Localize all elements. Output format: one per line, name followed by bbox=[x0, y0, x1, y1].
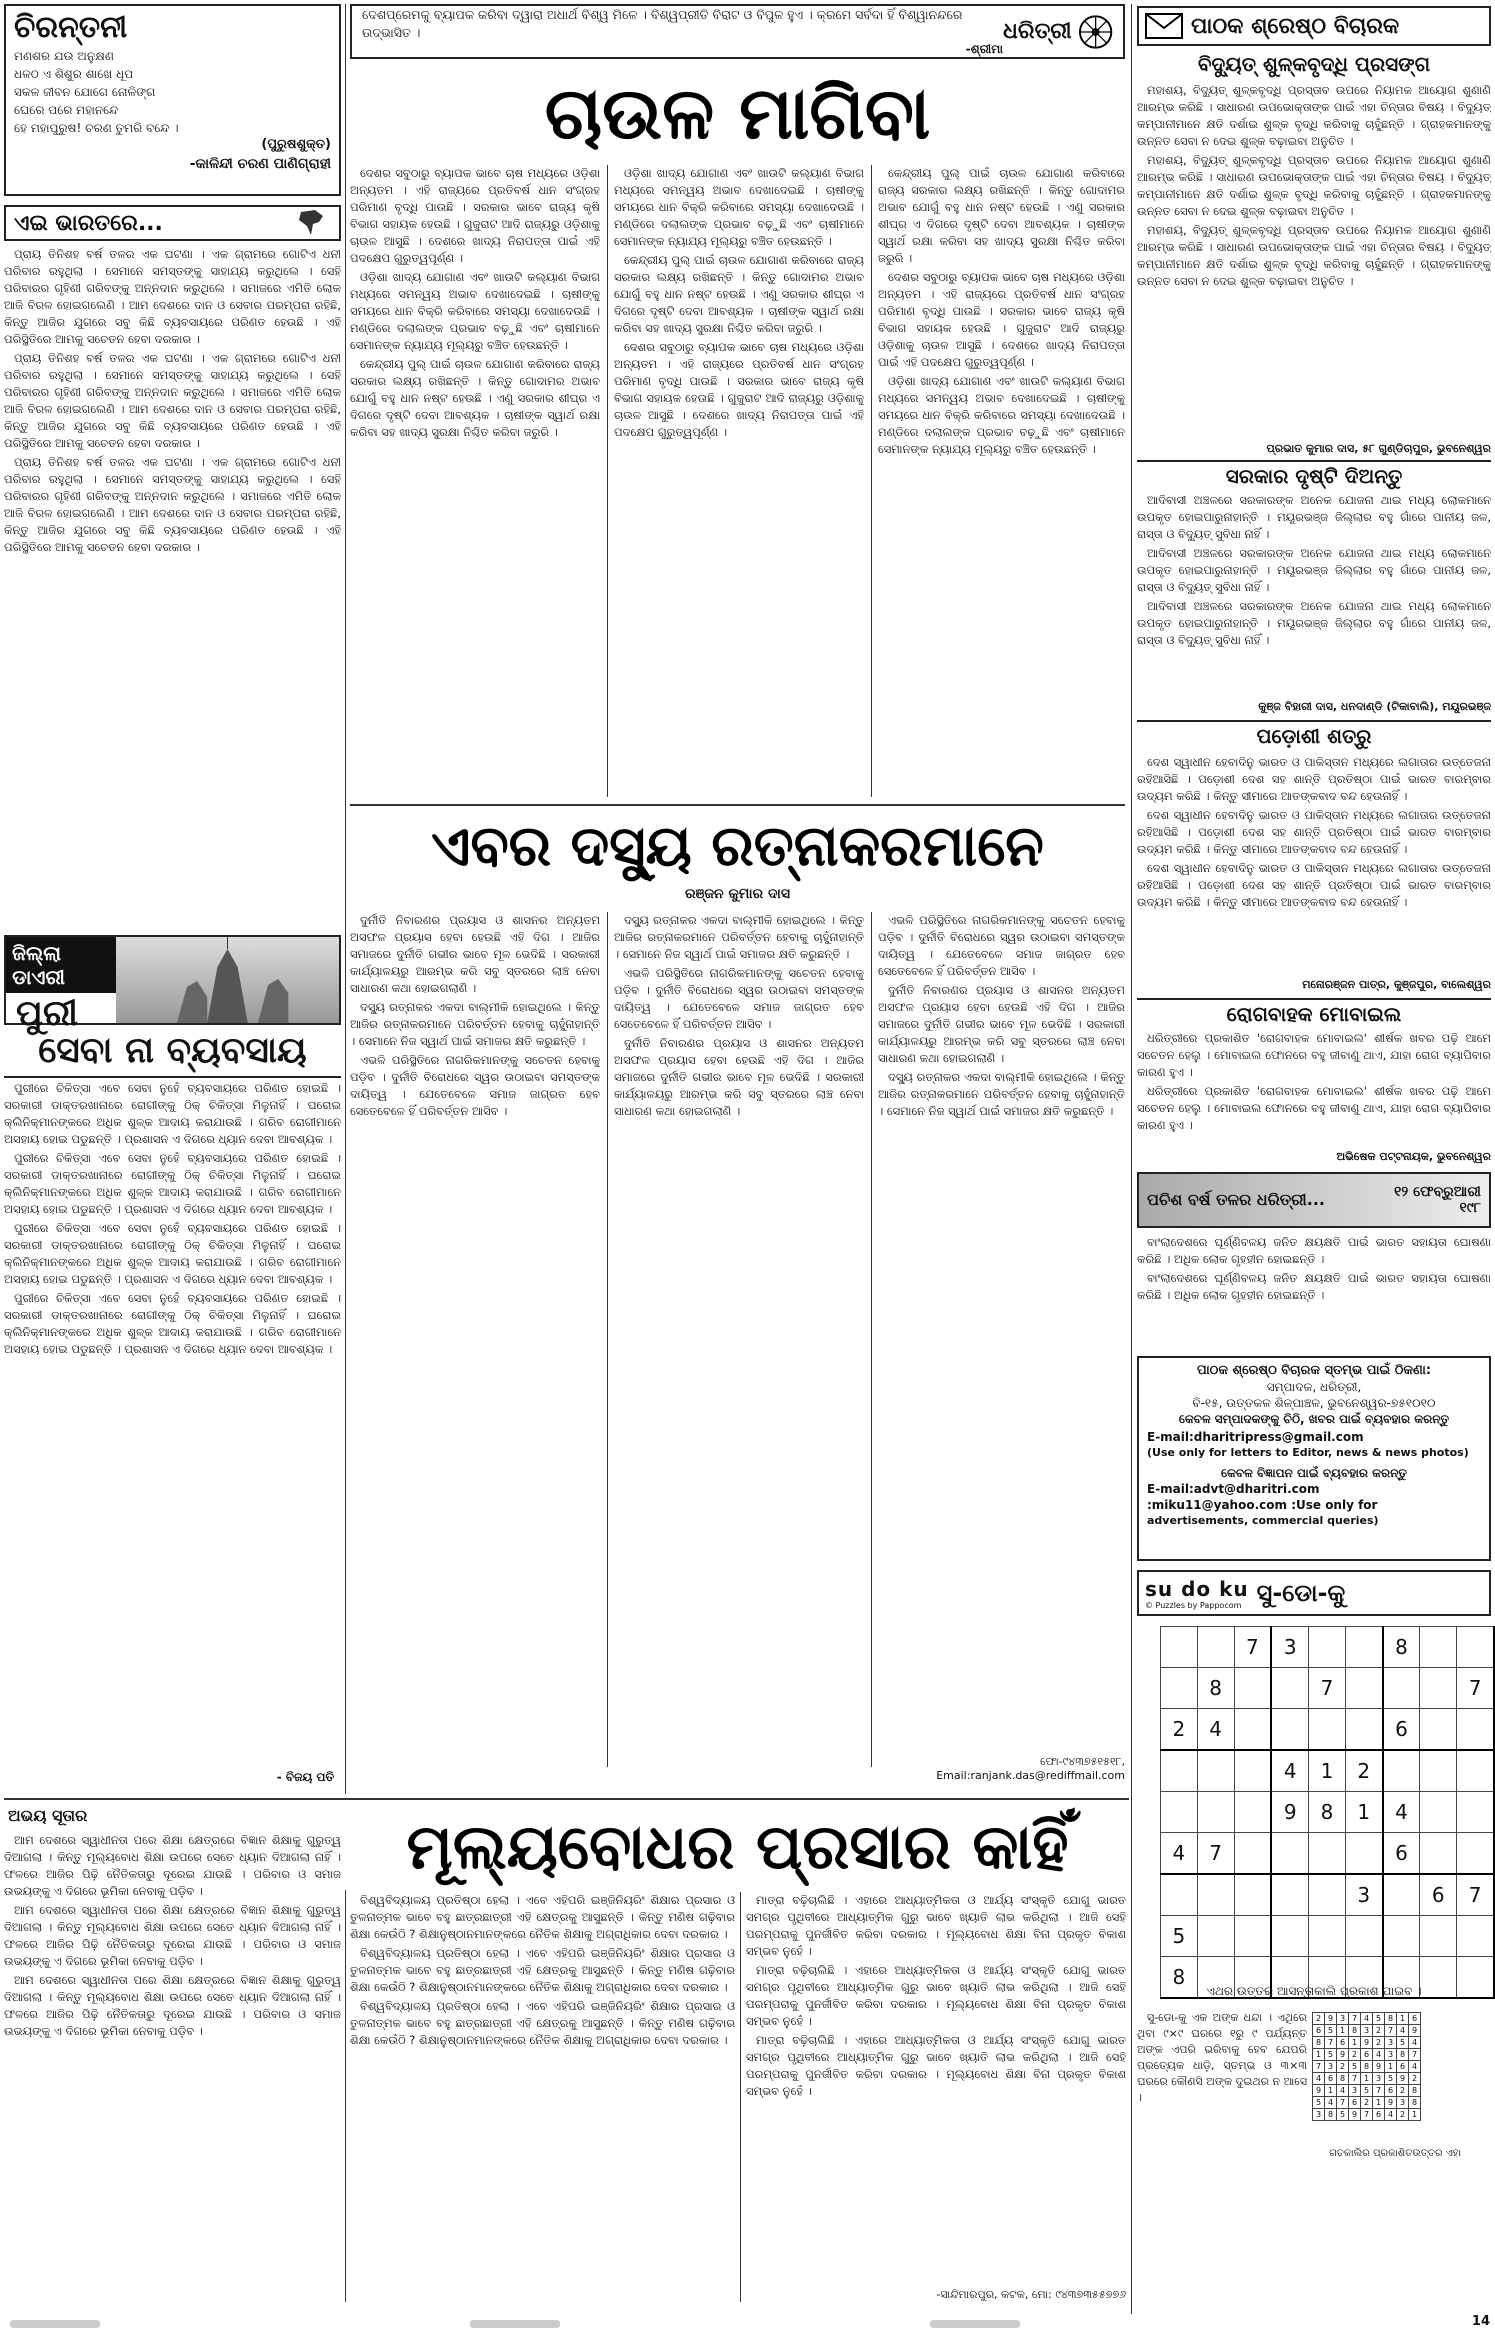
solution-cell: 5 bbox=[1325, 2049, 1337, 2061]
solution-cell: 5 bbox=[1385, 2073, 1397, 2085]
solution-cell: 7 bbox=[1373, 2085, 1385, 2097]
sudoku-cell bbox=[1234, 1792, 1271, 1833]
archive-body: ବାଂଲାଦେଶରେ ଘୂର୍ଣ୍ଣିବଳୟ ଜନିତ କ୍ଷୟକ୍ଷତି ପାଇଁ ଭାରତ ସହାୟତା ଘୋଷଣା କରିଛି । ଅଧିକ ଲୋକ ଗୃହହୀନ ହୋଇଛନ୍ତି । ବାଂଲାଦେଶରେ ଘୂର୍ଣ୍ଣିବଳୟ ଜନିତ କ୍ଷୟକ୍ଷତି ପାଇଁ ଭାରତ ସହାୟତା ଘୋଷଣା କରିଛି । ଅଧିକ ଲୋକ ଗୃହହୀନ ହୋଇଛନ୍ତି । bbox=[1137, 1235, 1491, 1302]
solution-cell: 6 bbox=[1397, 2061, 1409, 2073]
sudoku-cell bbox=[1383, 1916, 1420, 1957]
district-diary-banner bbox=[4, 935, 341, 1034]
solution-cell: 5 bbox=[1397, 2037, 1409, 2049]
poem-line: ହେ ମହାପୁରୁଷ! ଚରଣ ତୁମରି ବନ୍ଦେ । bbox=[14, 121, 179, 135]
section-divider bbox=[350, 804, 1125, 806]
solution-cell: 4 bbox=[1361, 2013, 1373, 2025]
sudoku-cell: 9 bbox=[1271, 1792, 1308, 1833]
solution-cell: 5 bbox=[1313, 2097, 1325, 2109]
solution-cell: 7 bbox=[1337, 2097, 1349, 2109]
solution-cell: 6 bbox=[1313, 2025, 1325, 2037]
sudoku-cell bbox=[1197, 1750, 1234, 1792]
solution-cell: 6 bbox=[1349, 2097, 1361, 2109]
chirantani-title: ଚିରନ୍ତନୀ bbox=[14, 10, 128, 45]
sudoku-cell bbox=[1420, 1627, 1457, 1668]
sudoku-cell bbox=[1271, 1916, 1308, 1957]
solution-cell: 2 bbox=[1373, 2025, 1385, 2037]
solution-cell: 9 bbox=[1409, 2025, 1421, 2037]
second-headline: ଏବର ଦସ୍ୟୁ ରତ୍ନାକରମାନେ bbox=[431, 814, 1044, 879]
letter4-title: ରୋଗବାହକ ମୋବାଇଲ bbox=[1137, 998, 1491, 1026]
sudoku-row bbox=[1161, 1792, 1495, 1833]
sudoku-cell bbox=[1197, 1916, 1234, 1957]
sudoku-cell bbox=[1420, 1668, 1457, 1709]
previous-solution bbox=[1312, 2012, 1421, 2121]
third-col-2: ବିଶ୍ୱବିଦ୍ୟାଳୟ ପ୍ରତିଷ୍ଠା ହେଲା । ଏବେ ଏହିପରି ଇଞ୍ଜିନିୟରିଂ ଶିକ୍ଷାର ପ୍ରସାର ଓ ତୁଳନାତ୍ମକ ଭାବେ ବହୁ ଛାତ୍ରଛାତ୍ରୀ ଏହି କ୍ଷେତ୍ରକୁ ଆସୁଛନ୍ତି । କିନ୍ତୁ ମଣିଷ ଗଢ଼ିବାର ଶିକ୍ଷା କେଉଁଠି ? ଶିକ୍ଷାନୁଷ୍ଠାନମାନଙ୍କରେ ନୈତିକ ଶିକ୍ଷାକୁ ଅଗ୍ରାଧିକାର ଦେବା ଦରକାର । ବିଶ୍ୱବିଦ୍ୟାଳୟ ପ୍ରତିଷ୍ଠା ହେଲା । ଏବେ ଏହିପରି ଇଞ୍ଜିନିୟରିଂ ଶିକ୍ଷାର ପ୍ରସାର ଓ ତୁଳନାତ୍ମକ ଭାବେ ବହୁ ଛାତ୍ରଛାତ୍ରୀ ଏହି କ୍ଷେତ୍ରକୁ ଆସୁଛନ୍ତି । କିନ୍ତୁ ମଣିଷ ଗଢ଼ିବାର ଶିକ୍ଷା କେଉଁଠି ? ଶିକ୍ଷାନୁଷ୍ଠାନମାନଙ୍କରେ ନୈତିକ ଶିକ୍ଷାକୁ ଅଗ୍ରାଧିକାର ଦେବା ଦରକାର । ବିଶ୍ୱବିଦ୍ୟାଳୟ ପ୍ରତିଷ୍ଠା ହେଲା । ଏବେ ଏହିପରି ଇଞ୍ଜିନିୟରିଂ ଶିକ୍ଷାର ପ୍ରସାର ଓ ତୁଳନାତ୍ମକ ଭାବେ ବହୁ ଛାତ୍ରଛାତ୍ରୀ ଏହି କ୍ଷେତ୍ରକୁ ଆସୁଛନ୍ତି । କିନ୍ତୁ ମଣିଷ ଗଢ଼ିବାର ଶିକ୍ଷା କେଉଁଠି ? ଶିକ୍ଷାନୁଷ୍ଠାନମାନଙ୍କରେ ନୈତିକ ଶିକ୍ଷାକୁ ଅଗ୍ରାଧିକାର ଦେବା ଦରକାର । bbox=[350, 1893, 735, 2047]
sudoku-cell: 7 bbox=[1309, 1668, 1346, 1709]
sudoku-row bbox=[1161, 1668, 1495, 1709]
solution-cell: 6 bbox=[1337, 2037, 1349, 2049]
solution-cell: 8 bbox=[1385, 2013, 1397, 2025]
contact-box bbox=[1137, 1356, 1491, 1561]
solution-cell: 1 bbox=[1325, 2085, 1337, 2097]
sudoku-cell bbox=[1457, 1627, 1494, 1668]
solution-cell: 6 bbox=[1373, 2109, 1385, 2121]
editorial-col-2 bbox=[614, 165, 864, 797]
solution-cell: 7 bbox=[1325, 2037, 1337, 2049]
solution-cell: 9 bbox=[1385, 2097, 1397, 2109]
sudoku-cell bbox=[1161, 1627, 1198, 1668]
column-divider bbox=[1131, 4, 1132, 2314]
sudoku-cell bbox=[1420, 1709, 1457, 1751]
editor-email[interactable]: E-mail:dharitripress@gmail.com bbox=[1147, 1430, 1364, 1444]
sudoku-cell: 4 bbox=[1197, 1709, 1234, 1751]
sudoku-cell bbox=[1457, 1709, 1494, 1751]
solution-cell: 8 bbox=[1409, 2085, 1421, 2097]
poem-line: ଘେରେ ପରେ ମହାନନ୍ଦେ bbox=[14, 103, 119, 117]
sudoku-cell bbox=[1345, 1709, 1382, 1751]
sudoku-cell: 1 bbox=[1345, 1792, 1382, 1833]
sudoku-cell bbox=[1420, 1750, 1457, 1792]
solution-cell: 2 bbox=[1409, 2073, 1421, 2085]
sudoku-footer: ଏଥର ଉତ୍ତର ଆସନ୍ତାକାଲି ପ୍ରକାଶ ପାଇବ । bbox=[1206, 1984, 1422, 1998]
previous-solution-label: ଗତକାଲିର ପ୍ରକାଶିତଉତ୍ତର ଏହା bbox=[1329, 2148, 1461, 2159]
column-divider bbox=[740, 1892, 741, 2302]
sudoku-cell bbox=[1345, 1833, 1382, 1875]
sudoku-row bbox=[1313, 2109, 1421, 2121]
editorial-headline: ଚାଉଳ ମାଗିବା bbox=[544, 71, 931, 155]
sudoku-cell: 2 bbox=[1161, 1709, 1198, 1751]
column-divider bbox=[607, 912, 608, 1767]
sudoku-cell bbox=[1197, 1792, 1234, 1833]
sudoku-cell: 7 bbox=[1457, 1668, 1494, 1709]
poem-line: ସକଳ ଜୀବନ ଯୋଗେ ନୋଳିଙ୍ଗ bbox=[14, 85, 156, 99]
solution-cell: 8 bbox=[1337, 2073, 1349, 2085]
dharitri-logo: ଧରିତ୍ରୀ bbox=[1003, 14, 1113, 50]
solution-cell: 1 bbox=[1349, 2037, 1361, 2049]
sudoku-cell bbox=[1161, 1668, 1198, 1709]
sudoku-row bbox=[1313, 2049, 1421, 2061]
seva-story-author: - ବିଜୟ ପତି bbox=[276, 1770, 334, 1784]
contact-line: କେବଳ ସମ୍ପାଦକଙ୍କୁ ଚିଠି, ଖବର ପାଇଁ ବ୍ୟବହାର କରନ୍ତୁ bbox=[1178, 1412, 1450, 1426]
sudoku-row bbox=[1313, 2025, 1421, 2037]
second-col-1: ଦୁର୍ନୀତି ନିବାରଣର ପ୍ରୟାସ ଓ ଶାସନର ଅନ୍ୟତମ ଅସଫଳ ପ୍ରୟାସ ହେବା ହେଉଛି ଏହି ଦିଗ । ଆଜିର ସମାଜରେ ଦୁର୍ନୀତି ଗଭୀର ଭାବେ ମୂଳ ଭେଦିଛି । ସରକାରୀ କାର୍ଯ୍ୟାଳୟରୁ ଆରମ୍ଭ କରି ସବୁ ସ୍ତରରେ ଲାଞ୍ଚ ନେବା ସାଧାରଣ କଥା ହୋଇଗଲାଣି । ଦସ୍ୟୁ ରତ୍ନାକର ଏକଦା ବାଲ୍ମୀକି ହୋଇଥିଲେ । କିନ୍ତୁ ଆଜିର ରତ୍ନାକରମାନେ ପରିବର୍ତ୍ତନ ହେବାକୁ ଚାହୁଁନାହାନ୍ତି । ସେମାନେ ନିଜ ସ୍ୱାର୍ଥ ପାଇଁ ସମାଜର କ୍ଷତି କରୁଛନ୍ତି । ଏଭଳି ପରିସ୍ଥିତିରେ ନାଗରିକମାନଙ୍କୁ ସଚେତନ ହେବାକୁ ପଡ଼ିବ । ଦୁର୍ନୀତି ବିରୋଧରେ ସ୍ୱର ଉଠାଇବା ସମସ୍ତଙ୍କ ଦାୟିତ୍ୱ । ଯେତେବେଳେ ସମାଜ ଜାଗ୍ରତ ହେବ ସେତେବେଳେ ହିଁ ପରିବର୍ତ୍ତନ ଆସିବ । bbox=[350, 913, 600, 1118]
solution-cell: 7 bbox=[1409, 2049, 1421, 2061]
sudoku-cell: 6 bbox=[1420, 1874, 1457, 1916]
solution-cell: 5 bbox=[1337, 2109, 1349, 2121]
sudoku-grid bbox=[1160, 1626, 1495, 1999]
solution-cell: 8 bbox=[1349, 2025, 1361, 2037]
sudoku-cell: 3 bbox=[1271, 1627, 1308, 1668]
sudoku-cell bbox=[1271, 1709, 1308, 1751]
envelope-icon bbox=[1145, 13, 1183, 39]
solution-cell: 9 bbox=[1337, 2049, 1349, 2061]
column-divider bbox=[871, 912, 872, 1767]
letter1-sign: ପ୍ରଭାତ କୁମାର ଦାସ, ୫୮ ଗୁଣ୍ଡିଚାପୁର, ଭୁବନେଶ୍ୱର bbox=[1266, 442, 1491, 455]
sudoku-cell bbox=[1345, 1668, 1382, 1709]
solution-cell: 9 bbox=[1349, 2109, 1361, 2121]
solution-cell: 1 bbox=[1397, 2013, 1409, 2025]
column-divider bbox=[345, 1890, 346, 2302]
solution-cell: 6 bbox=[1409, 2013, 1421, 2025]
seva-story-head: ସେବା ନା ବ୍ୟବସାୟ bbox=[4, 1030, 341, 1078]
solution-cell: 5 bbox=[1325, 2025, 1337, 2037]
sudoku-cell bbox=[1457, 1750, 1494, 1792]
poem-author: -କାଳିନ୍ଦୀ ଚରଣ ପାଣିଗ୍ରାହୀ bbox=[189, 156, 331, 172]
sudoku-table bbox=[1160, 1626, 1495, 1999]
solution-cell: 4 bbox=[1397, 2025, 1409, 2037]
solution-cell: 3 bbox=[1361, 2025, 1373, 2037]
sudoku-cell bbox=[1309, 1874, 1346, 1916]
sudoku-cell: 6 bbox=[1383, 1833, 1420, 1875]
sudoku-row bbox=[1313, 2061, 1421, 2073]
contact-line: ବି-୧୫, ଉତ୍ତକଳ ଶିଳ୍ପାଞ୍ଚଳ, ଭୁବନେଶ୍ୱର-୭୫୧୦୧୦ bbox=[1192, 1396, 1436, 1410]
letter3-sign: ମନୋରଞ୍ଜନ ପାତ୍ର, କୁଞ୍ଜପୁର, ବାଲେଶ୍ୱର bbox=[1302, 978, 1491, 991]
sudoku-title-or: ସୁ-ଡୋ-କୁ bbox=[1256, 1579, 1346, 1607]
temple-image bbox=[116, 937, 339, 1023]
solution-cell: 9 bbox=[1397, 2073, 1409, 2085]
solution-cell: 7 bbox=[1349, 2013, 1361, 2025]
solution-cell: 5 bbox=[1361, 2085, 1373, 2097]
sudoku-cell bbox=[1234, 1874, 1271, 1916]
solution-cell: 3 bbox=[1337, 2013, 1349, 2025]
sudoku-cell bbox=[1161, 1792, 1198, 1833]
solution-cell: 7 bbox=[1385, 2025, 1397, 2037]
ad-email-note: advertisements, commercial queries) bbox=[1147, 1514, 1379, 1527]
editorial-paragraph: କେନ୍ଦ୍ରୀୟ ପୁଲ୍ ପାଇଁ ଚାଉଳ ଯୋଗାଣ କରିବାରେ ରାଜ୍ୟ ସରକାର ଲକ୍ଷ୍ୟ ରଖିଛନ୍ତି । କିନ୍ତୁ ଗୋଦାମର ଅଭାବ ଯୋଗୁଁ ବହୁ ଧାନ ନଷ୍ଟ ହେଉଛି । ଏଣୁ ସରକାର ଶୀଘ୍ର ଏ ଦିଗରେ ଦୃଷ୍ଟି ଦେବା ଆବଶ୍ୟକ । ଚାଷୀଙ୍କ ସ୍ୱାର୍ଥ ରକ୍ଷା କରିବା ସହ ଖାଦ୍ୟ ସୁରକ୍ଷା ନିଶ୍ଚିତ କରିବା ଜରୁରି । bbox=[614, 253, 864, 335]
scroll-tab[interactable] bbox=[10, 2320, 100, 2328]
sudoku-cell bbox=[1345, 1916, 1382, 1957]
solution-cell: 4 bbox=[1385, 2109, 1397, 2121]
sudoku-cell bbox=[1234, 1750, 1271, 1792]
ad-email-alt[interactable]: :miku11@yahoo.com :Use only for bbox=[1147, 1498, 1378, 1512]
solution-cell: 8 bbox=[1325, 2109, 1337, 2121]
archive-label: ପଚିଶ ବର୍ଷ ତଳର ଧରିତ୍ରୀ... bbox=[1147, 1190, 1325, 1209]
sudoku-row bbox=[1161, 1627, 1495, 1668]
sudoku-cell: 5 bbox=[1161, 1916, 1198, 1957]
editorial-paragraph: କେନ୍ଦ୍ରୀୟ ପୁଲ୍ ପାଇଁ ଚାଉଳ ଯୋଗାଣ କରିବାରେ ରାଜ୍ୟ ସରକାର ଲକ୍ଷ୍ୟ ରଖିଛନ୍ତି । କିନ୍ତୁ ଗୋଦାମର ଅଭାବ ଯୋଗୁଁ ବହୁ ଧାନ ନଷ୍ଟ ହେଉଛି । ଏଣୁ ସରକାର ଶୀଘ୍ର ଏ ଦିଗରେ ଦୃଷ୍ଟି ଦେବା ଆବଶ୍ୟକ । ଚାଷୀଙ୍କ ସ୍ୱାର୍ଥ ରକ୍ଷା କରିବା ସହ ଖାଦ୍ୟ ସୁରକ୍ଷା ନିଶ୍ଚିତ କରିବା ଜରୁରି । bbox=[878, 166, 1125, 265]
solution-cell: 3 bbox=[1373, 2073, 1385, 2085]
sudoku-cell: 7 bbox=[1234, 1627, 1271, 1668]
ei-bharatare-header: ଏଇ ଭାରତରେ... bbox=[4, 205, 341, 241]
solution-cell: 6 bbox=[1361, 2049, 1373, 2061]
letter1-body: ମହାଶୟ, ବିଦ୍ୟୁତ୍ ଶୁଳ୍କବୃଦ୍ଧି ପ୍ରସ୍ତାବ ଉପରେ ନିୟାମକ ଆୟୋଗ ଶୁଣାଣି ଆରମ୍ଭ କରିଛି । ସାଧାରଣ ଉପଭୋକ୍ତାଙ୍କ ପାଇଁ ଏହା ଚିନ୍ତାର ବିଷୟ । ବିଦ୍ୟୁତ୍ କମ୍ପାନୀମାନେ କ୍ଷତି ଦର୍ଶାଇ ଶୁଳ୍କ ବୃଦ୍ଧି କରିବାକୁ ଚାହୁଁଛନ୍ତି । ଗ୍ରାହକମାନଙ୍କୁ ଉନ୍ନତ ସେବା ନ ଦେଇ ଶୁଳ୍କ ବଢ଼ାଇବା ଅନୁଚିତ । ମହାଶୟ, ବିଦ୍ୟୁତ୍ ଶୁଳ୍କବୃଦ୍ଧି ପ୍ରସ୍ତାବ ଉପରେ ନିୟାମକ ଆୟୋଗ ଶୁଣାଣି ଆରମ୍ଭ କରିଛି । ସାଧାରଣ ଉପଭୋକ୍ତାଙ୍କ ପାଇଁ ଏହା ଚିନ୍ତାର ବିଷୟ । ବିଦ୍ୟୁତ୍ କମ୍ପାନୀମାନେ କ୍ଷତି ଦର୍ଶାଇ ଶୁଳ୍କ ବୃଦ୍ଧି କରିବାକୁ ଚାହୁଁଛନ୍ତି । ଗ୍ରାହକମାନଙ୍କୁ ଉନ୍ନତ ସେବା ନ ଦେଇ ଶୁଳ୍କ ବଢ଼ାଇବା ଅନୁଚିତ । ମହାଶୟ, ବିଦ୍ୟୁତ୍ ଶୁଳ୍କବୃଦ୍ଧି ପ୍ରସ୍ତାବ ଉପରେ ନିୟାମକ ଆୟୋଗ ଶୁଣାଣି ଆରମ୍ଭ କରିଛି । ସାଧାରଣ ଉପଭୋକ୍ତାଙ୍କ ପାଇଁ ଏହା ଚିନ୍ତାର ବିଷୟ । ବିଦ୍ୟୁତ୍ କମ୍ପାନୀମାନେ କ୍ଷତି ଦର୍ଶାଇ ଶୁଳ୍କ ବୃଦ୍ଧି କରିବାକୁ ଚାହୁଁଛନ୍ତି । ଗ୍ରାହକମାନଙ୍କୁ ଉନ୍ନତ ସେବା ନ ଦେଇ ଶୁଳ୍କ ବଢ଼ାଇବା ଅନୁଚିତ । bbox=[1137, 83, 1491, 288]
sudoku-cell: 8 bbox=[1309, 1792, 1346, 1833]
solution-cell: 6 bbox=[1325, 2073, 1337, 2085]
letter3-title: ପଡ଼ୋଶୀ ଶତ୍ରୁ bbox=[1137, 720, 1491, 748]
sudoku-cell bbox=[1309, 1833, 1346, 1875]
sudoku-row bbox=[1161, 1709, 1495, 1751]
sudoku-help: ସୁ-ଡୋ-କୁ ଏକ ଅଙ୍କ ଧନ୍ଦା । ଏଥିରେ ଥିବା ୯×୯ ଘରରେ ୧ରୁ ୯ ପର୍ଯ୍ୟନ୍ତ ଅଙ୍କ ଏପରି ଭରିବାକୁ ହେବ ଯେପରି ପ୍ରତ୍ୟେକ ଧାଡ଼ି, ସ୍ତମ୍ଭ ଓ ୩×୩ ଘରରେ କୌଣସି ଅଙ୍କ ଦୁଇଥର ନ ଆସେ । bbox=[1137, 2011, 1307, 2104]
solution-cell: 1 bbox=[1313, 2049, 1325, 2061]
sudoku-cell bbox=[1457, 1833, 1494, 1875]
solution-cell: 1 bbox=[1385, 2061, 1397, 2073]
poem-block bbox=[14, 47, 331, 137]
solution-cell: 2 bbox=[1397, 2109, 1409, 2121]
solution-cell: 2 bbox=[1373, 2037, 1385, 2049]
editorial-col-3 bbox=[878, 165, 1125, 797]
sudoku-cell: 7 bbox=[1197, 1833, 1234, 1875]
sudoku-cell: 1 bbox=[1309, 1750, 1346, 1792]
sudoku-cell: 3 bbox=[1345, 1874, 1382, 1916]
solution-cell: 9 bbox=[1313, 2085, 1325, 2097]
third-col-3: ମାତ୍ରା ବଢ଼ିଚାଲିଛି । ଏହାରେ ଆଧ୍ୟାତ୍ମିକତା ଓ ଆର୍ଯ୍ୟ ସଂସ୍କୃତି ଯୋଗୁ ଭାରତ ସମଗ୍ର ପୃଥିବୀରେ ଆଧ୍ୟାତ୍ମିକ ଗୁରୁ ଭାବେ ଖ୍ୟାତି ଲାଭ କରିଥିଲା । ଆଜି ସେହି ପରମ୍ପରାକୁ ପୁନର୍ଜୀବିତ କରିବା ଦରକାର । ମୂଲ୍ୟବୋଧ ଶିକ୍ଷା ବିନା ପ୍ରକୃତ ବିକାଶ ସମ୍ଭବ ନୁହେଁ । ମାତ୍ରା ବଢ଼ିଚାଲିଛି । ଏହାରେ ଆଧ୍ୟାତ୍ମିକତା ଓ ଆର୍ଯ୍ୟ ସଂସ୍କୃତି ଯୋଗୁ ଭାରତ ସମଗ୍ର ପୃଥିବୀରେ ଆଧ୍ୟାତ୍ମିକ ଗୁରୁ ଭାବେ ଖ୍ୟାତି ଲାଭ କରିଥିଲା । ଆଜି ସେହି ପରମ୍ପରାକୁ ପୁନର୍ଜୀବିତ କରିବା ଦରକାର । ମୂଲ୍ୟବୋଧ ଶିକ୍ଷା ବିନା ପ୍ରକୃତ ବିକାଶ ସମ୍ଭବ ନୁହେଁ । ମାତ୍ରା ବଢ଼ିଚାଲିଛି । ଏହାରେ ଆଧ୍ୟାତ୍ମିକତା ଓ ଆର୍ଯ୍ୟ ସଂସ୍କୃତି ଯୋଗୁ ଭାରତ ସମଗ୍ର ପୃଥିବୀରେ ଆଧ୍ୟାତ୍ମିକ ଗୁରୁ ଭାବେ ଖ୍ୟାତି ଲାଭ କରିଥିଲା । ଆଜି ସେହି ପରମ୍ପରାକୁ ପୁନର୍ଜୀବିତ କରିବା ଦରକାର । ମୂଲ୍ୟବୋଧ ଶିକ୍ଷା ବିନା ପ୍ରକୃତ ବିକାଶ ସମ୍ଭବ ନୁହେଁ । bbox=[746, 1893, 1126, 2098]
solution-cell: 2 bbox=[1337, 2061, 1349, 2073]
sudoku-cell: 2 bbox=[1345, 1750, 1382, 1792]
solution-cell: 1 bbox=[1361, 2073, 1373, 2085]
editorial-paragraph: ଦେଶର ସବୁଠାରୁ ବ୍ୟାପକ ଭାବେ ଚାଷ ମଧ୍ୟରେ ଓଡ଼ିଶା ଅନ୍ୟତମ । ଏହି ରାଜ୍ୟରେ ପ୍ରତିବର୍ଷ ଧାନ ସଂଗ୍ରହ ପରିମାଣ ବୃଦ୍ଧି ପାଉଛି । ସରକାର ଭାବେ ରାଜ୍ୟ କୃଷି ବିଭାଗ ସହାୟକ ହେଉଛି । ଗୁଜୁରାଟ ଆଦି ରାଜ୍ୟରୁ ଓଡ଼ିଶାକୁ ଚାଉଳ ଆସୁଛି । ଦେଶରେ ଖାଦ୍ୟ ନିରାପତ୍ତା ପାଇଁ ଏହି ପଦକ୍ଷେପ ଗୁରୁତ୍ୱପୂର୍ଣ୍ଣ । bbox=[614, 340, 864, 439]
ad-email[interactable]: E-mail:advt@dharitri.com bbox=[1147, 1482, 1320, 1496]
third-col-1: ଆମ ଦେଶରେ ସ୍ୱାଧୀନତା ପରେ ଶିକ୍ଷା କ୍ଷେତ୍ରରେ ବିଜ୍ଞାନ ଶିକ୍ଷାକୁ ଗୁରୁତ୍ୱ ଦିଆଗଲା । କିନ୍ତୁ ମୂଲ୍ୟବୋଧ ଶିକ୍ଷା ଉପରେ ସେତେ ଧ୍ୟାନ ଦିଆଗଲା ନାହିଁ । ଫଳରେ ଆଜିର ପିଢ଼ି ନୈତିକତାରୁ ଦୂରେଇ ଯାଉଛି । ପରିବାର ଓ ସମାଜ ଉଭୟଙ୍କୁ ଏ ଦିଗରେ ଭୂମିକା ନେବାକୁ ପଡ଼ିବ । ଆମ ଦେଶରେ ସ୍ୱାଧୀନତା ପରେ ଶିକ୍ଷା କ୍ଷେତ୍ରରେ ବିଜ୍ଞାନ ଶିକ୍ଷାକୁ ଗୁରୁତ୍ୱ ଦିଆଗଲା । କିନ୍ତୁ ମୂଲ୍ୟବୋଧ ଶିକ୍ଷା ଉପରେ ସେତେ ଧ୍ୟାନ ଦିଆଗଲା ନାହିଁ । ଫଳରେ ଆଜିର ପିଢ଼ି ନୈତିକତାରୁ ଦୂରେଇ ଯାଉଛି । ପରିବାର ଓ ସମାଜ ଉଭୟଙ୍କୁ ଏ ଦିଗରେ ଭୂମିକା ନେବାକୁ ପଡ଼ିବ । ଆମ ଦେଶରେ ସ୍ୱାଧୀନତା ପରେ ଶିକ୍ଷା କ୍ଷେତ୍ରରେ ବିଜ୍ଞାନ ଶିକ୍ଷାକୁ ଗୁରୁତ୍ୱ ଦିଆଗଲା । କିନ୍ତୁ ମୂଲ୍ୟବୋଧ ଶିକ୍ଷା ଉପରେ ସେତେ ଧ୍ୟାନ ଦିଆଗଲା ନାହିଁ । ଫଳରେ ଆଜିର ପିଢ଼ି ନୈତିକତାରୁ ଦୂରେଇ ଯାଉଛି । ପରିବାର ଓ ସମାଜ ଉଭୟଙ୍କୁ ଏ ଦିଗରେ ଭୂମିକା ନେବାକୁ ପଡ଼ିବ । bbox=[4, 1833, 341, 2038]
solution-cell: 7 bbox=[1313, 2061, 1325, 2073]
sudoku-cell bbox=[1271, 1833, 1308, 1875]
editorial-col-1 bbox=[350, 165, 600, 797]
sudoku-cell bbox=[1345, 1627, 1382, 1668]
sudoku-cell bbox=[1309, 1916, 1346, 1957]
page-number: 14 bbox=[1471, 2314, 1490, 2329]
solution-cell: 4 bbox=[1337, 2085, 1349, 2097]
letter2-title: ସରକାର ଦୃଷ୍ଟି ଦିଅନ୍ତୁ bbox=[1137, 460, 1491, 488]
letter2-body: ଆଦିବାସୀ ଅଞ୍ଚଳରେ ସରକାରଙ୍କ ଅନେକ ଯୋଜନା ଥାଇ ମଧ୍ୟ ଲୋକମାନେ ଉପକୃତ ହୋଇପାରୁନାହାନ୍ତି । ମୟୂରଭଞ୍ଜ ଜିଲ୍ଲାର ବହୁ ଗାଁରେ ପାନୀୟ ଜଳ, ରାସ୍ତା ଓ ବିଦ୍ୟୁତ୍ ସୁବିଧା ନାହିଁ । ଆଦିବାସୀ ଅଞ୍ଚଳରେ ସରକାରଙ୍କ ଅନେକ ଯୋଜନା ଥାଇ ମଧ୍ୟ ଲୋକମାନେ ଉପକୃତ ହୋଇପାରୁନାହାନ୍ତି । ମୟୂରଭଞ୍ଜ ଜିଲ୍ଲାର ବହୁ ଗାଁରେ ପାନୀୟ ଜଳ, ରାସ୍ତା ଓ ବିଦ୍ୟୁତ୍ ସୁବିଧା ନାହିଁ । ଆଦିବାସୀ ଅଞ୍ଚଳରେ ସରକାରଙ୍କ ଅନେକ ଯୋଜନା ଥାଇ ମଧ୍ୟ ଲୋକମାନେ ଉପକୃତ ହୋଇପାରୁନାହାନ୍ତି । ମୟୂରଭଞ୍ଜ ଜିଲ୍ଲାର ବହୁ ଗାଁରେ ପାନୀୟ ଜଳ, ରାସ୍ତା ଓ ବିଦ୍ୟୁତ୍ ସୁବିଧା ନାହିଁ । bbox=[1137, 493, 1491, 647]
archive-date: ୧୨ ଫେବ୍ରୁଆରୀ bbox=[1394, 1184, 1481, 1200]
sudoku-cell bbox=[1420, 1792, 1457, 1833]
second-col-3: ଏଭଳି ପରିସ୍ଥିତିରେ ନାଗରିକମାନଙ୍କୁ ସଚେତନ ହେବାକୁ ପଡ଼ିବ । ଦୁର୍ନୀତି ବିରୋଧରେ ସ୍ୱର ଉଠାଇବା ସମସ୍ତଙ୍କ ଦାୟିତ୍ୱ । ଯେତେବେଳେ ସମାଜ ଜାଗ୍ରତ ହେବ ସେତେବେଳେ ହିଁ ପରିବର୍ତ୍ତନ ଆସିବ । ଦୁର୍ନୀତି ନିବାରଣର ପ୍ରୟାସ ଓ ଶାସନର ଅନ୍ୟତମ ଅସଫଳ ପ୍ରୟାସ ହେବା ହେଉଛି ଏହି ଦିଗ । ଆଜିର ସମାଜରେ ଦୁର୍ନୀତି ଗଭୀର ଭାବେ ମୂଳ ଭେଦିଛି । ସରକାରୀ କାର୍ଯ୍ୟାଳୟରୁ ଆରମ୍ଭ କରି ସବୁ ସ୍ତରରେ ଲାଞ୍ଚ ନେବା ସାଧାରଣ କଥା ହୋଇଗଲାଣି । ଦସ୍ୟୁ ରତ୍ନାକର ଏକଦା ବାଲ୍ମୀକି ହୋଇଥିଲେ । କିନ୍ତୁ ଆଜିର ରତ୍ନାକରମାନେ ପରିବର୍ତ୍ତନ ହେବାକୁ ଚାହୁଁନାହାନ୍ତି । ସେମାନେ ନିଜ ସ୍ୱାର୍ଥ ପାଇଁ ସମାଜର କ୍ଷତି କରୁଛନ୍ତି । bbox=[878, 913, 1125, 1118]
abhaya-sutar-label: ଅଭୟ ସୂତାର bbox=[8, 1806, 88, 1825]
solution-cell: 4 bbox=[1313, 2073, 1325, 2085]
sudoku-cell: 6 bbox=[1383, 1709, 1420, 1751]
sudoku-cell bbox=[1197, 1627, 1234, 1668]
editorial-paragraph: କେନ୍ଦ୍ରୀୟ ପୁଲ୍ ପାଇଁ ଚାଉଳ ଯୋଗାଣ କରିବାରେ ରାଜ୍ୟ ସରକାର ଲକ୍ଷ୍ୟ ରଖିଛନ୍ତି । କିନ୍ତୁ ଗୋଦାମର ଅଭାବ ଯୋଗୁଁ ବହୁ ଧାନ ନଷ୍ଟ ହେଉଛି । ଏଣୁ ସରକାର ଶୀଘ୍ର ଏ ଦିଗରେ ଦୃଷ୍ଟି ଦେବା ଆବଶ୍ୟକ । ଚାଷୀଙ୍କ ସ୍ୱାର୍ଥ ରକ୍ଷା କରିବା ସହ ଖାଦ୍ୟ ସୁରକ୍ଷା ନିଶ୍ଚିତ କରିବା ଜରୁରି । bbox=[350, 357, 600, 439]
solution-cell: 3 bbox=[1397, 2097, 1409, 2109]
sudoku-row bbox=[1313, 2097, 1421, 2109]
letter1-title: ବିଦ୍ୟୁତ୍ ଶୁଳ୍କବୃଦ୍ଧି ପ୍ରସଙ୍ଗ bbox=[1197, 52, 1431, 76]
sudoku-cell: 4 bbox=[1271, 1750, 1308, 1792]
solution-cell: 3 bbox=[1385, 2049, 1397, 2061]
sudoku-cell bbox=[1161, 1874, 1198, 1916]
sudoku-header bbox=[1137, 1570, 1491, 1616]
solution-cell: 3 bbox=[1325, 2061, 1337, 2073]
sudoku-cell bbox=[1420, 1916, 1457, 1957]
solution-cell: 4 bbox=[1409, 2061, 1421, 2073]
solution-cell: 7 bbox=[1349, 2073, 1361, 2085]
sudoku-cell: 8 bbox=[1197, 1668, 1234, 1709]
third-author-address: -ସାନ୍ଦିମାରପୁର, କଟକ, ମୋ: ୯୪୩୭୩୫୫୭୭୬ bbox=[936, 2288, 1126, 2301]
sudoku-cell bbox=[1420, 1833, 1457, 1875]
sudoku-cell bbox=[1309, 1627, 1346, 1668]
sudoku-cell: 8 bbox=[1161, 1957, 1198, 1999]
letter4-body: ଧରିତ୍ରୀରେ ପ୍ରକାଶିତ 'ରୋଗବାହକ ମୋବାଇଲ' ଶୀର୍ଷକ ଖବର ପଢ଼ି ଆମେ ସଚେତନ ହେଲୁ । ମୋବାଇଲ ଫୋନରେ ବହୁ ଜୀବାଣୁ ଥାଏ, ଯାହା ରୋଗ ବ୍ୟାପିବାର କାରଣ ହୁଏ । ଧରିତ୍ରୀରେ ପ୍ରକାଶିତ 'ରୋଗବାହକ ମୋବାଇଲ' ଶୀର୍ଷକ ଖବର ପଢ଼ି ଆମେ ସଚେତନ ହେଲୁ । ମୋବାଇଲ ଫୋନରେ ବହୁ ଜୀବାଣୁ ଥାଏ, ଯାହା ରୋଗ ବ୍ୟାପିବାର କାରଣ ହୁଏ । bbox=[1137, 1031, 1491, 1132]
sudoku-row bbox=[1161, 1874, 1495, 1916]
solution-cell: 5 bbox=[1373, 2013, 1385, 2025]
editorial-paragraph: ଦେଶର ସବୁଠାରୁ ବ୍ୟାପକ ଭାବେ ଚାଷ ମଧ୍ୟରେ ଓଡ଼ିଶା ଅନ୍ୟତମ । ଏହି ରାଜ୍ୟରେ ପ୍ରତିବର୍ଷ ଧାନ ସଂଗ୍ରହ ପରିମାଣ ବୃଦ୍ଧି ପାଉଛି । ସରକାର ଭାବେ ରାଜ୍ୟ କୃଷି ବିଭାଗ ସହାୟକ ହେଉଛି । ଗୁଜୁରାଟ ଆଦି ରାଜ୍ୟରୁ ଓଡ଼ିଶାକୁ ଚାଉଳ ଆସୁଛି । ଦେଶରେ ଖାଦ୍ୟ ନିରାପତ୍ତା ପାଇଁ ଏହି ପଦକ୍ଷେପ ଗୁରୁତ୍ୱପୂର୍ଣ୍ଣ । bbox=[350, 166, 600, 265]
solution-cell: 2 bbox=[1313, 2013, 1325, 2025]
sudoku-cell bbox=[1197, 1874, 1234, 1916]
solution-cell: 1 bbox=[1337, 2025, 1349, 2037]
solution-cell: 5 bbox=[1349, 2061, 1361, 2073]
sudoku-cell: 4 bbox=[1383, 1792, 1420, 1833]
chirantani-box bbox=[4, 4, 341, 196]
sudoku-credit: © Puzzles by Pappocom bbox=[1145, 1600, 1242, 1610]
quote-text: ଦେଶପ୍ରେମକୁ ବ୍ୟାପକ କରିବା ଦ୍ୱାରା ଅଧାର୍ଥ ବିଶ୍ୱ ମିଳେ । ବିଶ୍ୱପ୍ରୀତି ବିରାଟ ଓ ବିପୁଳ ହୁଏ । କ୍ରମେ ସର୍ବଦା ହିଁ ବିଶ୍ୱାନନ୍ଦରେ ଉଦ୍ଭାସିତ । bbox=[362, 7, 963, 40]
poem-source: (ପୁରୁଷଶୁକ୍ତ) bbox=[261, 137, 331, 152]
solution-cell: 3 bbox=[1313, 2109, 1325, 2121]
solution-cell: 9 bbox=[1361, 2037, 1373, 2049]
solution-cell: 7 bbox=[1361, 2109, 1373, 2121]
solution-cell: 1 bbox=[1409, 2109, 1421, 2121]
poem-line: ଧଳଠ ଏ ଶିଶୁର ଶାଖେ ଧୂପ bbox=[14, 67, 134, 81]
district-name: ପୁରୀ bbox=[16, 993, 79, 1034]
quote-author: -ଶ୍ରୀମା bbox=[965, 42, 1003, 56]
sudoku-row bbox=[1313, 2085, 1421, 2097]
sudoku-cell bbox=[1383, 1668, 1420, 1709]
sudoku-cell bbox=[1234, 1833, 1271, 1875]
second-col-2: ଦସ୍ୟୁ ରତ୍ନାକର ଏକଦା ବାଲ୍ମୀକି ହୋଇଥିଲେ । କିନ୍ତୁ ଆଜିର ରତ୍ନାକରମାନେ ପରିବର୍ତ୍ତନ ହେବାକୁ ଚାହୁଁନାହାନ୍ତି । ସେମାନେ ନିଜ ସ୍ୱାର୍ଥ ପାଇଁ ସମାଜର କ୍ଷତି କରୁଛନ୍ତି । ଏଭଳି ପରିସ୍ଥିତିରେ ନାଗରିକମାନଙ୍କୁ ସଚେତନ ହେବାକୁ ପଡ଼ିବ । ଦୁର୍ନୀତି ବିରୋଧରେ ସ୍ୱର ଉଠାଇବା ସମସ୍ତଙ୍କ ଦାୟିତ୍ୱ । ଯେତେବେଳେ ସମାଜ ଜାଗ୍ରତ ହେବ ସେତେବେଳେ ହିଁ ପରିବର୍ତ୍ତନ ଆସିବ । ଦୁର୍ନୀତି ନିବାରଣର ପ୍ରୟାସ ଓ ଶାସନର ଅନ୍ୟତମ ଅସଫଳ ପ୍ରୟାସ ହେବା ହେଉଛି ଏହି ଦିଗ । ଆଜିର ସମାଜରେ ଦୁର୍ନୀତି ଗଭୀର ଭାବେ ମୂଳ ଭେଦିଛି । ସରକାରୀ କାର୍ଯ୍ୟାଳୟରୁ ଆରମ୍ଭ କରି ସବୁ ସ୍ତରରେ ଲାଞ୍ଚ ନେବା ସାଧାରଣ କଥା ହୋଇଗଲାଣି । bbox=[614, 913, 864, 1118]
sudoku-cell bbox=[1309, 1709, 1346, 1751]
column-divider bbox=[607, 165, 608, 797]
ei-bharatare-body: ପ୍ରାୟ ତିନିଶହ ବର୍ଷ ତଳର ଏକ ଘଟଣା । ଏକ ଗ୍ରାମରେ ଗୋଟିଏ ଧନୀ ପରିବାର ରହୁଥିଲା । ସେମାନେ ସମସ୍ତଙ୍କୁ ସାହାଯ୍ୟ କରୁଥିଲେ । ସେହି ପରିବାରର ଗୃହିଣୀ ଗରିବଙ୍କୁ ଅନ୍ନଦାନ କରୁଥିଲେ । ସମାଜରେ ଏମିତି ଲୋକ ଆଜି ବିରଳ ହୋଇଗଲେଣି । ଆମ ଦେଶରେ ଦାନ ଓ ସେବାର ପରମ୍ପରା ରହିଛି, କିନ୍ତୁ ଆଜିର ଯୁଗରେ ସବୁ କିଛି ବ୍ୟବସାୟରେ ପରିଣତ ହେଉଛି । ଏହି ପରିସ୍ଥିତିରେ ଆମକୁ ସଚେତନ ହେବା ଦରକାର । ପ୍ରାୟ ତିନିଶହ ବର୍ଷ ତଳର ଏକ ଘଟଣା । ଏକ ଗ୍ରାମରେ ଗୋଟିଏ ଧନୀ ପରିବାର ରହୁଥିଲା । ସେମାନେ ସମସ୍ତଙ୍କୁ ସାହାଯ୍ୟ କରୁଥିଲେ । ସେହି ପରିବାରର ଗୃହିଣୀ ଗରିବଙ୍କୁ ଅନ୍ନଦାନ କରୁଥିଲେ । ସମାଜରେ ଏମିତି ଲୋକ ଆଜି ବିରଳ ହୋଇଗଲେଣି । ଆମ ଦେଶରେ ଦାନ ଓ ସେବାର ପରମ୍ପରା ରହିଛି, କିନ୍ତୁ ଆଜିର ଯୁଗରେ ସବୁ କିଛି ବ୍ୟବସାୟରେ ପରିଣତ ହେଉଛି । ଏହି ପରିସ୍ଥିତିରେ ଆମକୁ ସଚେତନ ହେବା ଦରକାର । ପ୍ରାୟ ତିନିଶହ ବର୍ଷ ତଳର ଏକ ଘଟଣା । ଏକ ଗ୍ରାମରେ ଗୋଟିଏ ଧନୀ ପରିବାର ରହୁଥିଲା । ସେମାନେ ସମସ୍ତଙ୍କୁ ସାହାଯ୍ୟ କରୁଥିଲେ । ସେହି ପରିବାରର ଗୃହିଣୀ ଗରିବଙ୍କୁ ଅନ୍ନଦାନ କରୁଥିଲେ । ସମାଜରେ ଏମିତି ଲୋକ ଆଜି ବିରଳ ହୋଇଗଲେଣି । ଆମ ଦେଶରେ ଦାନ ଓ ସେବାର ପରମ୍ପରା ରହିଛି, କିନ୍ତୁ ଆଜିର ଯୁଗରେ ସବୁ କିଛି ବ୍ୟବସାୟରେ ପରିଣତ ହେଉଛି । ଏହି ପରିସ୍ଥିତିରେ ଆମକୁ ସଚେତନ ହେବା ଦରକାର । bbox=[4, 247, 341, 554]
ad-label: କେବଳ ବିଜ୍ଞାପନ ପାଇଁ ବ୍ୟବହାର କରନ୍ତୁ bbox=[1221, 1466, 1407, 1480]
editorial-paragraph: ଓଡ଼ିଶା ଖାଦ୍ୟ ଯୋଗାଣ ଏବଂ ଖାଉଟି କଲ୍ୟାଣ ବିଭାଗ ମଧ୍ୟରେ ସମନ୍ୱୟ ଅଭାବ ଦେଖାଦେଇଛି । ଚାଷୀଙ୍କୁ ସମୟରେ ଧାନ ବିକ୍ରି କରିବାରେ ସମସ୍ୟା ଦେଖାଦେଉଛି । ମଣ୍ଡିରେ ଦଲାଲଙ୍କ ପ୍ରଭାବ ବଢ଼ୁଛି ଏବଂ ଚାଷୀମାନେ ସେମାନଙ୍କ ନ୍ୟାଯ୍ୟ ମୂଲ୍ୟରୁ ବଞ୍ଚିତ ହେଉଛନ୍ତି । bbox=[878, 374, 1125, 456]
solution-cell: 4 bbox=[1409, 2037, 1421, 2049]
solution-cell: 9 bbox=[1325, 2013, 1337, 2025]
sudoku-cell bbox=[1234, 1916, 1271, 1957]
editorial-paragraph: ଦେଶର ସବୁଠାରୁ ବ୍ୟାପକ ଭାବେ ଚାଷ ମଧ୍ୟରେ ଓଡ଼ିଶା ଅନ୍ୟତମ । ଏହି ରାଜ୍ୟରେ ପ୍ରତିବର୍ଷ ଧାନ ସଂଗ୍ରହ ପରିମାଣ ବୃଦ୍ଧି ପାଉଛି । ସରକାର ଭାବେ ରାଜ୍ୟ କୃଷି ବିଭାଗ ସହାୟକ ହେଉଛି । ଗୁଜୁରାଟ ଆଦି ରାଜ୍ୟରୁ ଓଡ଼ିଶାକୁ ଚାଉଳ ଆସୁଛି । ଦେଶରେ ଖାଦ୍ୟ ନିରାପତ୍ତା ପାଇଁ ଏହି ପଦକ୍ଷେପ ଗୁରୁତ୍ୱପୂର୍ଣ୍ଣ । bbox=[878, 270, 1125, 369]
sudoku-row bbox=[1161, 1833, 1495, 1875]
letter4-sign: ଅଭିଷେକ ପଟ୍ଟନାୟକ, ଭୁବନେଶ୍ୱର bbox=[1336, 1150, 1491, 1163]
solution-cell: 2 bbox=[1349, 2049, 1361, 2061]
solution-cell: 8 bbox=[1397, 2049, 1409, 2061]
solution-cell: 3 bbox=[1349, 2085, 1361, 2097]
seva-story-body: ପୁରୀରେ ଚିକିତ୍ସା ଏବେ ସେବା ନୁହେଁ ବ୍ୟବସାୟରେ ପରିଣତ ହୋଇଛି । ସରକାରୀ ଡାକ୍ତରଖାନାରେ ରୋଗୀଙ୍କୁ ଠିକ୍ ଚିକିତ୍ସା ମିଳୁନାହିଁ । ଘରୋଇ କ୍ଲିନିକ୍‌ମାନଙ୍କରେ ଅଧିକ ଶୁଳ୍କ ଆଦାୟ କରାଯାଉଛି । ଗରିବ ରୋଗୀମାନେ ଅସହାୟ ହୋଇ ପଡୁଛନ୍ତି । ପ୍ରଶାସନ ଏ ଦିଗରେ ଧ୍ୟାନ ଦେବା ଆବଶ୍ୟକ । ପୁରୀରେ ଚିକିତ୍ସା ଏବେ ସେବା ନୁହେଁ ବ୍ୟବସାୟରେ ପରିଣତ ହୋଇଛି । ସରକାରୀ ଡାକ୍ତରଖାନାରେ ରୋଗୀଙ୍କୁ ଠିକ୍ ଚିକିତ୍ସା ମିଳୁନାହିଁ । ଘରୋଇ କ୍ଲିନିକ୍‌ମାନଙ୍କରେ ଅଧିକ ଶୁଳ୍କ ଆଦାୟ କରାଯାଉଛି । ଗରିବ ରୋଗୀମାନେ ଅସହାୟ ହୋଇ ପଡୁଛନ୍ତି । ପ୍ରଶାସନ ଏ ଦିଗରେ ଧ୍ୟାନ ଦେବା ଆବଶ୍ୟକ । ପୁରୀରେ ଚିକିତ୍ସା ଏବେ ସେବା ନୁହେଁ ବ୍ୟବସାୟରେ ପରିଣତ ହୋଇଛି । ସରକାରୀ ଡାକ୍ତରଖାନାରେ ରୋଗୀଙ୍କୁ ଠିକ୍ ଚିକିତ୍ସା ମିଳୁନାହିଁ । ଘରୋଇ କ୍ଲିନିକ୍‌ମାନଙ୍କରେ ଅଧିକ ଶୁଳ୍କ ଆଦାୟ କରାଯାଉଛି । ଗରିବ ରୋଗୀମାନେ ଅସହାୟ ହୋଇ ପଡୁଛନ୍ତି । ପ୍ରଶାସନ ଏ ଦିଗରେ ଧ୍ୟାନ ଦେବା ଆବଶ୍ୟକ । ପୁରୀରେ ଚିକିତ୍ସା ଏବେ ସେବା ନୁହେଁ ବ୍ୟବସାୟରେ ପରିଣତ ହୋଇଛି । ସରକାରୀ ଡାକ୍ତରଖାନାରେ ରୋଗୀଙ୍କୁ ଠିକ୍ ଚିକିତ୍ସା ମିଳୁନାହିଁ । ଘରୋଇ କ୍ଲିନିକ୍‌ମାନଙ୍କରେ ଅଧିକ ଶୁଳ୍କ ଆଦାୟ କରାଯାଉଛି । ଗରିବ ରୋଗୀମାନେ ଅସହାୟ ହୋଇ ପଡୁଛନ୍ତି । ପ୍ରଶାସନ ଏ ଦିଗରେ ଧ୍ୟାନ ଦେବା ଆବଶ୍ୟକ । bbox=[4, 1081, 341, 1356]
contact-line: ସମ୍ପାଦକ, ଧରିତ୍ରୀ, bbox=[1266, 1380, 1362, 1394]
column-divider bbox=[871, 165, 872, 797]
solution-cell: 8 bbox=[1409, 2097, 1421, 2109]
sudoku-row bbox=[1313, 2073, 1421, 2085]
letters-header: ପାଠକ ଶ୍ରେଷ୍ଠ ବିଚାରକ bbox=[1137, 6, 1491, 46]
letter2-sign: କୁଞ୍ଜ ବିହାରୀ ଦାସ, ଧନଦାଣ୍ଡି (ଟିକାବାଲି), ମୟୂରଭଞ୍ଜ bbox=[1258, 700, 1491, 713]
india-map-icon bbox=[291, 208, 331, 238]
archive-year: ୧୯୮ bbox=[1459, 1200, 1481, 1216]
sudoku-cell bbox=[1271, 1874, 1308, 1916]
sudoku-row bbox=[1161, 1750, 1495, 1792]
solution-cell: 8 bbox=[1361, 2061, 1373, 2073]
wheel-logo-icon bbox=[1078, 14, 1113, 50]
sudoku-row bbox=[1313, 2037, 1421, 2049]
quote-box bbox=[350, 4, 1125, 59]
contact-title: ପାଠକ ଶ୍ରେଷ୍ଠ ବିଚାରକ ସ୍ତମ୍ଭ ପାଇଁ ଠିକଣା: bbox=[1196, 1363, 1432, 1378]
column-divider bbox=[345, 4, 346, 1794]
sudoku-cell bbox=[1383, 1874, 1420, 1916]
sudoku-cell bbox=[1234, 1709, 1271, 1751]
solution-cell: 8 bbox=[1313, 2037, 1325, 2049]
previous-solution-grid bbox=[1312, 2012, 1421, 2121]
solution-cell: 4 bbox=[1325, 2097, 1337, 2109]
sudoku-cell bbox=[1271, 1668, 1308, 1709]
second-contact: ଫୋ-୯୪୩୭୫୧୫୧୮, Email:ranjank.das@rediffmail.com bbox=[936, 1755, 1125, 1782]
sudoku-row bbox=[1161, 1916, 1495, 1957]
sudoku-cell bbox=[1383, 1750, 1420, 1792]
third-headline: ମୂଲ୍ୟବୋଧର ପ୍ରସାର କାହିଁ bbox=[406, 1810, 1069, 1883]
solution-cell: 2 bbox=[1397, 2085, 1409, 2097]
archive-banner bbox=[1137, 1172, 1491, 1228]
solution-cell: 9 bbox=[1373, 2061, 1385, 2073]
solution-cell: 2 bbox=[1361, 2097, 1373, 2109]
scroll-tab[interactable] bbox=[930, 2320, 1020, 2328]
district-diary-label: ଜିଲ୍ଲା ଡାଏରୀ bbox=[6, 937, 116, 993]
editor-email-note: (Use only for letters to Editor, news & news photos) bbox=[1147, 1446, 1469, 1459]
sudoku-cell: 4 bbox=[1161, 1833, 1198, 1875]
sudoku-row bbox=[1313, 2013, 1421, 2025]
second-author: ରଞ୍ଜନ କୁମାର ଦାସ bbox=[685, 886, 790, 902]
sudoku-cell bbox=[1234, 1668, 1271, 1709]
sudoku-cell: 7 bbox=[1457, 1874, 1494, 1916]
sudoku-cell: 8 bbox=[1383, 1627, 1420, 1668]
solution-cell: 4 bbox=[1373, 2049, 1385, 2061]
solution-cell: 3 bbox=[1385, 2037, 1397, 2049]
scroll-tab[interactable] bbox=[470, 2320, 560, 2328]
editorial-paragraph: ଓଡ଼ିଶା ଖାଦ୍ୟ ଯୋଗାଣ ଏବଂ ଖାଉଟି କଲ୍ୟାଣ ବିଭାଗ ମଧ୍ୟରେ ସମନ୍ୱୟ ଅଭାବ ଦେଖାଦେଇଛି । ଚାଷୀଙ୍କୁ ସମୟରେ ଧାନ ବିକ୍ରି କରିବାରେ ସମସ୍ୟା ଦେଖାଦେଉଛି । ମଣ୍ଡିରେ ଦଲାଲଙ୍କ ପ୍ରଭାବ ବଢ଼ୁଛି ଏବଂ ଚାଷୀମାନେ ସେମାନଙ୍କ ନ୍ୟାଯ୍ୟ ମୂଲ୍ୟରୁ ବଞ୍ଚିତ ହେଉଛନ୍ତି । bbox=[614, 166, 864, 248]
solution-cell: 1 bbox=[1373, 2097, 1385, 2109]
sudoku-cell bbox=[1161, 1750, 1198, 1792]
sudoku-cell bbox=[1457, 1792, 1494, 1833]
solution-cell: 6 bbox=[1385, 2085, 1397, 2097]
section-divider bbox=[4, 1798, 1129, 1800]
poem-line: ମଣଶର ଯଉ ଅନୁକ୍ଷଣ bbox=[14, 49, 114, 63]
sudoku-cell bbox=[1457, 1916, 1494, 1957]
sudoku-title-en: su do ku bbox=[1145, 1576, 1249, 1601]
letter3-body: ଦେଶ ସ୍ୱାଧୀନ ହେବାଦିନୁ ଭାରତ ଓ ପାକିସ୍ତାନ ମଧ୍ୟରେ ଲଗାତାର ଉତ୍ତେଜନା ରହିଆସିଛି । ପଡ଼ୋଶୀ ଦେଶ ସହ ଶାନ୍ତି ପ୍ରତିଷ୍ଠା ପାଇଁ ଭାରତ ବାରମ୍ବାର ଉଦ୍ୟମ କରିଛି । କିନ୍ତୁ ସୀମାରେ ଆତଙ୍କବାଦ ବନ୍ଦ ହେଉନାହିଁ । ଦେଶ ସ୍ୱାଧୀନ ହେବାଦିନୁ ଭାରତ ଓ ପାକିସ୍ତାନ ମଧ୍ୟରେ ଲଗାତାର ଉତ୍ତେଜନା ରହିଆସିଛି । ପଡ଼ୋଶୀ ଦେଶ ସହ ଶାନ୍ତି ପ୍ରତିଷ୍ଠା ପାଇଁ ଭାରତ ବାରମ୍ବାର ଉଦ୍ୟମ କରିଛି । କିନ୍ତୁ ସୀମାରେ ଆତଙ୍କବାଦ ବନ୍ଦ ହେଉନାହିଁ । ଦେଶ ସ୍ୱାଧୀନ ହେବାଦିନୁ ଭାରତ ଓ ପାକିସ୍ତାନ ମଧ୍ୟରେ ଲଗାତାର ଉତ୍ତେଜନା ରହିଆସିଛି । ପଡ଼ୋଶୀ ଦେଶ ସହ ଶାନ୍ତି ପ୍ରତିଷ୍ଠା ପାଇଁ ଭାରତ ବାରମ୍ବାର ଉଦ୍ୟମ କରିଛି । କିନ୍ତୁ ସୀମାରେ ଆତଙ୍କବାଦ ବନ୍ଦ ହେଉନାହିଁ । bbox=[1137, 755, 1491, 909]
editorial-paragraph: ଓଡ଼ିଶା ଖାଦ୍ୟ ଯୋଗାଣ ଏବଂ ଖାଉଟି କଲ୍ୟାଣ ବିଭାଗ ମଧ୍ୟରେ ସମନ୍ୱୟ ଅଭାବ ଦେଖାଦେଇଛି । ଚାଷୀଙ୍କୁ ସମୟରେ ଧାନ ବିକ୍ରି କରିବାରେ ସମସ୍ୟା ଦେଖାଦେଉଛି । ମଣ୍ଡିରେ ଦଲାଲଙ୍କ ପ୍ରଭାବ ବଢ଼ୁଛି ଏବଂ ଚାଷୀମାନେ ସେମାନଙ୍କ ନ୍ୟାଯ୍ୟ ମୂଲ୍ୟରୁ ବଞ୍ଚିତ ହେଉଛନ୍ତି । bbox=[350, 270, 600, 352]
